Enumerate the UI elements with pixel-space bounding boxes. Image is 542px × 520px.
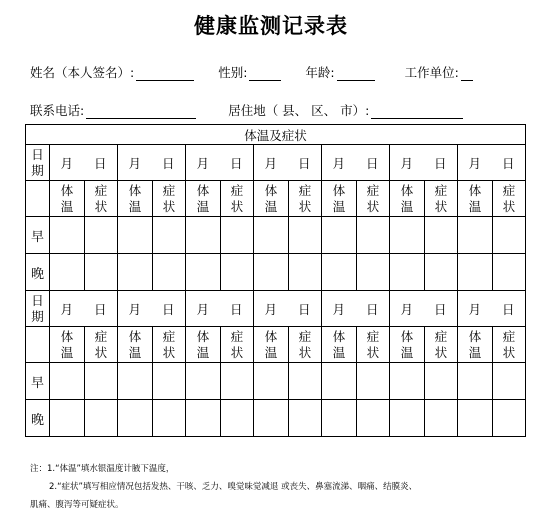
symptom-entry-cell[interactable] (153, 363, 186, 400)
symptom-entry-cell[interactable] (221, 400, 254, 437)
symptom-label: 症 状 (94, 328, 108, 360)
temp-entry-cell[interactable] (254, 217, 289, 254)
month-label: 月 (468, 155, 481, 171)
temp-label: 体 温 (128, 182, 142, 214)
month-label: 月 (60, 301, 73, 317)
symptom-label: 症 状 (366, 182, 380, 214)
symptom-entry-cell[interactable] (357, 363, 390, 400)
day-label: 日 (161, 301, 175, 317)
temp-header-cell (322, 327, 357, 363)
month-label: 月 (264, 301, 277, 317)
temp-entry-cell[interactable] (390, 254, 425, 291)
month-label: 月 (264, 155, 277, 171)
symptom-entry-cell[interactable] (85, 400, 118, 437)
day-label: 日 (501, 301, 515, 317)
symptom-header-cell (357, 181, 390, 217)
day-label: 日 (93, 301, 107, 317)
gender-label: 性别: (218, 65, 248, 80)
date-cell[interactable] (118, 145, 186, 181)
symptom-entry-cell[interactable] (85, 217, 118, 254)
date-cell[interactable] (390, 291, 458, 327)
symptom-entry-cell[interactable] (425, 217, 458, 254)
symptom-entry-cell[interactable] (357, 217, 390, 254)
symptom-header-cell (221, 181, 254, 217)
blank-cell (26, 181, 50, 217)
table-header-row (26, 125, 526, 145)
temp-entry-cell[interactable] (458, 400, 493, 437)
temp-header-cell (186, 327, 221, 363)
temp-header-cell (390, 181, 425, 217)
symptom-entry-cell[interactable] (425, 400, 458, 437)
day-label: 日 (365, 301, 379, 317)
symptom-entry-cell[interactable] (425, 254, 458, 291)
temp-entry-cell[interactable] (322, 400, 357, 437)
symptom-entry-cell[interactable] (153, 400, 186, 437)
temp-entry-cell[interactable] (254, 400, 289, 437)
month-label: 月 (60, 155, 73, 171)
temp-label: 体 温 (128, 328, 142, 360)
temp-label: 体 温 (400, 328, 414, 360)
symptom-header-cell (85, 327, 118, 363)
temp-entry-cell[interactable] (50, 363, 85, 400)
symptom-entry-cell[interactable] (85, 363, 118, 400)
evening-row (26, 254, 526, 291)
temp-entry-cell[interactable] (118, 363, 153, 400)
temp-entry-cell[interactable] (50, 254, 85, 291)
day-label: 日 (433, 301, 447, 317)
temp-header-cell (254, 327, 289, 363)
symptom-header-cell (425, 181, 458, 217)
month-label: 月 (196, 301, 209, 317)
symptom-entry-cell[interactable] (357, 400, 390, 437)
phone-label: 联系电话: (30, 103, 85, 118)
note-line-2: 2.“症状”填写相应情况包括发热、干咳、乏力、嗅觉味觉减退 或丧失、鼻塞流涕、咽痛、结膜炎、 (49, 482, 418, 492)
date-cell[interactable] (322, 291, 390, 327)
temp-header-cell (254, 181, 289, 217)
symptom-header-cell (357, 327, 390, 363)
symptom-entry-cell[interactable] (289, 400, 322, 437)
symptom-header-cell (221, 327, 254, 363)
work-label: 工作单位: (404, 65, 459, 80)
temp-label: 体 温 (196, 182, 210, 214)
temp-entry-cell[interactable] (186, 217, 221, 254)
symptom-header-cell (153, 181, 186, 217)
day-label: 日 (365, 155, 379, 171)
temp-entry-cell[interactable] (254, 254, 289, 291)
age-field[interactable] (337, 66, 375, 81)
temp-entry-cell[interactable] (458, 363, 493, 400)
symptom-header-cell (85, 181, 118, 217)
temp-label: 体 温 (264, 182, 278, 214)
temp-header-cell (458, 181, 493, 217)
morning-label-cell: 早 (26, 217, 50, 254)
symptom-entry-cell[interactable] (221, 217, 254, 254)
temp-entry-cell[interactable] (186, 254, 221, 291)
temp-label: 体 温 (468, 328, 482, 360)
symptom-entry-cell[interactable] (493, 217, 526, 254)
date-cell[interactable] (50, 291, 118, 327)
temp-header-cell (50, 327, 85, 363)
temp-label: 体 温 (468, 182, 482, 214)
work-field[interactable] (461, 66, 473, 81)
day-label: 日 (229, 301, 243, 317)
temp-label: 体 温 (264, 328, 278, 360)
symptom-entry-cell[interactable] (493, 254, 526, 291)
address-field[interactable] (371, 104, 463, 119)
symptom-header-cell (289, 327, 322, 363)
symptom-header-cell (493, 181, 526, 217)
month-label: 月 (128, 155, 141, 171)
symptom-entry-cell[interactable] (289, 254, 322, 291)
date-cell[interactable] (458, 291, 526, 327)
symptom-label: 症 状 (434, 182, 448, 214)
form-row-2 (30, 101, 465, 119)
symptom-entry-cell[interactable] (153, 217, 186, 254)
subheader-row (26, 181, 526, 217)
symptom-label: 症 状 (298, 328, 312, 360)
symptom-header-cell (289, 181, 322, 217)
symptom-header-cell (493, 327, 526, 363)
form-row-1 (30, 63, 475, 81)
temp-header-cell (186, 181, 221, 217)
temp-entry-cell[interactable] (186, 400, 221, 437)
temp-entry-cell[interactable] (322, 217, 357, 254)
symptom-label: 症 状 (162, 328, 176, 360)
gender-field[interactable] (249, 66, 281, 81)
symptom-label: 症 状 (230, 182, 244, 214)
symptom-entry-cell[interactable] (221, 363, 254, 400)
name-field[interactable] (136, 66, 194, 81)
temp-entry-cell[interactable] (254, 363, 289, 400)
date-cell[interactable] (50, 145, 118, 181)
temp-entry-cell[interactable] (118, 217, 153, 254)
date-cell[interactable] (186, 291, 254, 327)
age-label: 年龄: (305, 65, 335, 80)
temp-entry-cell[interactable] (390, 400, 425, 437)
morning-row (26, 363, 526, 400)
temp-entry-cell[interactable] (322, 254, 357, 291)
temp-entry-cell[interactable] (458, 254, 493, 291)
month-label: 月 (332, 301, 345, 317)
temp-label: 体 温 (60, 182, 74, 214)
evening-label-cell: 晚 (26, 400, 50, 437)
day-label: 日 (297, 301, 311, 317)
symptom-entry-cell[interactable] (425, 363, 458, 400)
symptom-label: 症 状 (502, 182, 516, 214)
notes (30, 460, 530, 514)
temp-header-cell (118, 181, 153, 217)
date-cell[interactable] (254, 291, 322, 327)
symptom-entry-cell[interactable] (289, 217, 322, 254)
date-cell[interactable] (254, 145, 322, 181)
symptom-entry-cell[interactable] (221, 254, 254, 291)
date-label-cell (26, 145, 50, 181)
symptom-label: 症 状 (502, 328, 516, 360)
temp-entry-cell[interactable] (390, 363, 425, 400)
symptom-entry-cell[interactable] (493, 400, 526, 437)
date-cell[interactable] (322, 145, 390, 181)
day-label: 日 (501, 155, 515, 171)
month-label: 月 (332, 155, 345, 171)
blank-cell (26, 327, 50, 363)
temp-header-cell (118, 327, 153, 363)
symptom-entry-cell[interactable] (357, 254, 390, 291)
day-label: 日 (161, 155, 175, 171)
date-cell[interactable] (458, 145, 526, 181)
address-label: 居住地（ 县、 区、 市）: (228, 103, 370, 118)
month-label: 月 (400, 301, 413, 317)
symptom-label: 症 状 (366, 328, 380, 360)
temp-header-cell (458, 327, 493, 363)
monitoring-table (25, 124, 526, 437)
temp-entry-cell[interactable] (186, 363, 221, 400)
month-label: 月 (400, 155, 413, 171)
morning-label-cell: 早 (26, 363, 50, 400)
symptom-label: 症 状 (162, 182, 176, 214)
temp-label: 体 温 (60, 328, 74, 360)
temp-entry-cell[interactable] (50, 400, 85, 437)
name-label: 姓名（本人签名）: (30, 65, 135, 80)
symptom-label: 症 状 (434, 328, 448, 360)
temp-header-cell (50, 181, 85, 217)
evening-row (26, 400, 526, 437)
table-header: 体温及症状 (26, 125, 526, 145)
date-label: 日 期 (31, 146, 44, 178)
symptom-label: 症 状 (298, 182, 312, 214)
temp-entry-cell[interactable] (322, 363, 357, 400)
date-row (26, 291, 526, 327)
temp-label: 体 温 (196, 328, 210, 360)
note-line-1: 注：1.“体温”填水银温度计腋下温度， (30, 464, 175, 474)
temp-entry-cell[interactable] (390, 217, 425, 254)
day-label: 日 (297, 155, 311, 171)
date-cell[interactable] (390, 145, 458, 181)
symptom-entry-cell[interactable] (153, 254, 186, 291)
temp-label: 体 温 (332, 328, 346, 360)
temp-entry-cell[interactable] (118, 254, 153, 291)
temp-entry-cell[interactable] (50, 217, 85, 254)
evening-label-cell: 晚 (26, 254, 50, 291)
temp-entry-cell[interactable] (118, 400, 153, 437)
day-label: 日 (93, 155, 107, 171)
month-label: 月 (128, 301, 141, 317)
date-cell[interactable] (186, 145, 254, 181)
symptom-label: 症 状 (94, 182, 108, 214)
month-label: 月 (196, 155, 209, 171)
temp-label: 体 温 (400, 182, 414, 214)
temp-entry-cell[interactable] (458, 217, 493, 254)
symptom-entry-cell[interactable] (493, 363, 526, 400)
date-cell[interactable] (118, 291, 186, 327)
date-row (26, 145, 526, 181)
phone-field[interactable] (86, 104, 196, 119)
symptom-header-cell (425, 327, 458, 363)
note-line-3: 肌痛、腹泻等可疑症状。 (30, 500, 124, 510)
temp-label: 体 温 (332, 182, 346, 214)
symptom-header-cell (153, 327, 186, 363)
morning-row (26, 217, 526, 254)
document-title: 健康监测记录表 (194, 14, 348, 38)
month-label: 月 (468, 301, 481, 317)
symptom-entry-cell[interactable] (289, 363, 322, 400)
symptom-label: 症 状 (230, 328, 244, 360)
date-label-cell (26, 291, 50, 327)
date-label: 日 期 (31, 292, 44, 324)
day-label: 日 (433, 155, 447, 171)
temp-header-cell (322, 181, 357, 217)
day-label: 日 (229, 155, 243, 171)
temp-header-cell (390, 327, 425, 363)
subheader-row (26, 327, 526, 363)
symptom-entry-cell[interactable] (85, 254, 118, 291)
